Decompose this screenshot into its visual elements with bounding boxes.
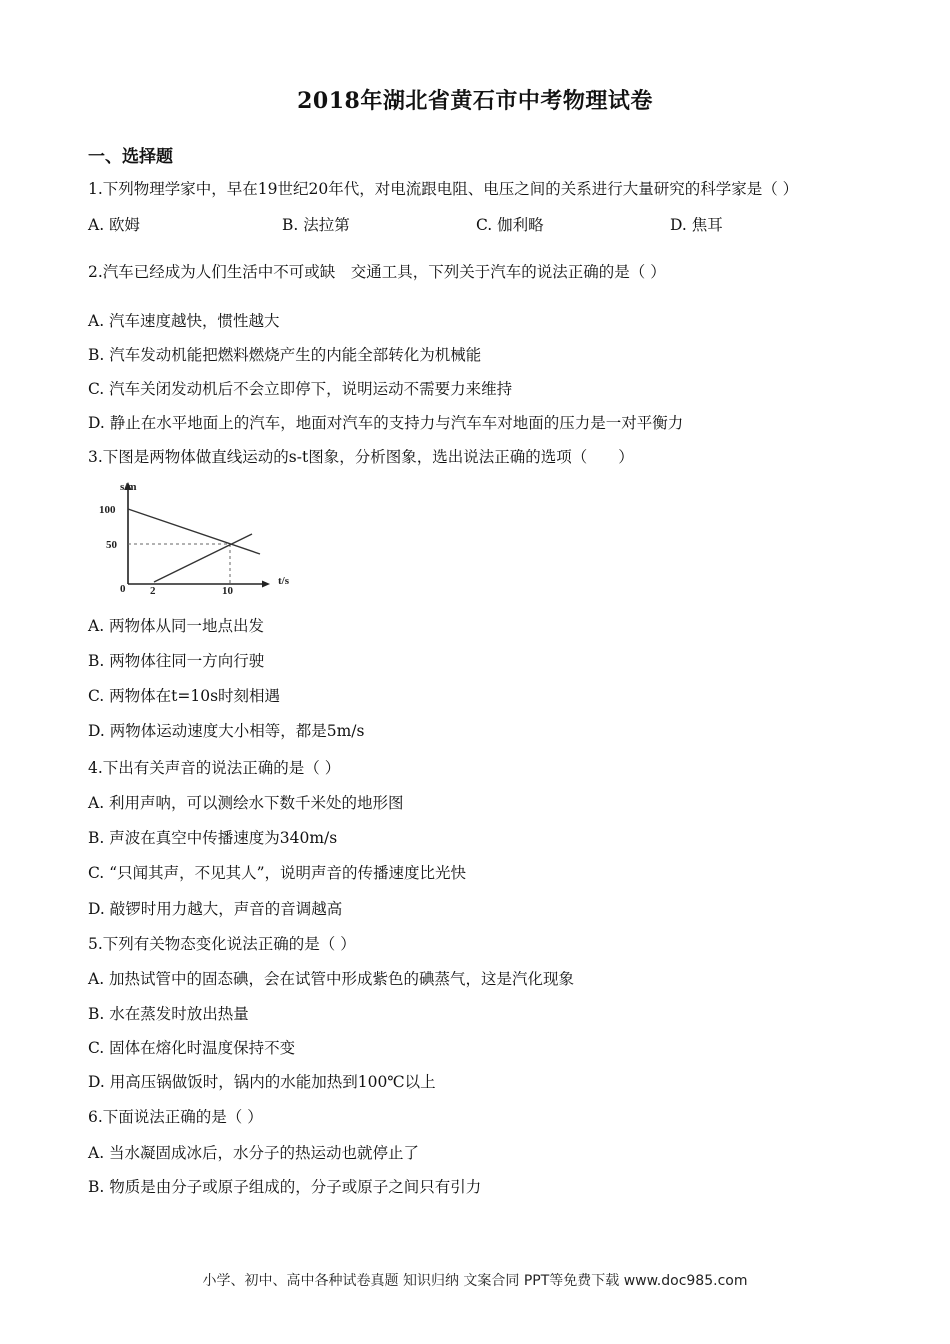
q6-option-a: A. 当水凝固成冰后，水分子的热运动也就停止了 — [88, 1144, 420, 1162]
q5-option-d: D. 用高压锅做饭时，锅内的水能加热到100℃以上 — [88, 1073, 436, 1091]
q4-stem: 4.下出有关声音的说法正确的是（ ） — [88, 759, 341, 777]
q4-option-a: A. 利用声呐，可以测绘水下数千米处的地形图 — [88, 794, 404, 812]
q2-stem: 2.汽车已经成为人们生活中不可或缺 交通工具，下列关于汽车的说法正确的是（ ） — [88, 263, 666, 281]
x-axis-label: t/s — [278, 575, 289, 587]
x-axis-arrow — [262, 581, 270, 588]
page-footer: 小学、初中、高中各种试卷真题 知识归纳 文案合同 PPT等免费下载 www.doc985.com — [202, 1273, 748, 1289]
s-t-graph — [92, 476, 312, 606]
q2-option-c: C. 汽车关闭发动机后不会立即停下，说明运动不需要力来维持 — [88, 380, 513, 398]
q1-option-b: B. 法拉第 — [282, 216, 350, 234]
x-tick-2: 2 — [150, 585, 156, 597]
y-axis-label: s/m — [120, 481, 137, 493]
q3-option-a: A. 两物体从同一地点出发 — [88, 617, 265, 635]
q5-option-c: C. 固体在熔化时温度保持不变 — [88, 1039, 296, 1057]
q3-option-d: D. 两物体运动速度大小相等，都是5m/s — [88, 722, 365, 740]
q3-option-c: C. 两物体在t=10s时刻相遇 — [88, 687, 281, 705]
y-tick-100: 100 — [99, 504, 116, 516]
y-tick-50: 50 — [106, 539, 117, 551]
q1-option-a: A. 欧姆 — [88, 216, 141, 234]
q2-option-d: D. 静止在水平地面上的汽车，地面对汽车的支持力与汽车车对地面的压力是一对平衡力 — [88, 414, 684, 432]
q1-option-c: C. 伽利略 — [476, 216, 544, 234]
q5-option-a: A. 加热试管中的固态碘，会在试管中形成紫色的碘蒸气，这是汽化现象 — [88, 970, 575, 988]
q6-stem: 6.下面说法正确的是（ ） — [88, 1108, 263, 1126]
q3-option-b: B. 两物体往同一方向行驶 — [88, 652, 265, 670]
q4-option-b: B. 声波在真空中传播速度为340m/s — [88, 829, 338, 847]
q1-stem: 1.下列物理学家中，早在19世纪20年代，对电流跟电阻、电压之间的关系进行大量研究的科学家是（ ） — [88, 180, 799, 198]
object-a-line — [128, 509, 260, 554]
q4-option-d: D. 敲锣时用力越大，声音的音调越高 — [88, 900, 343, 918]
object-b-line — [154, 534, 252, 582]
q5-stem: 5.下列有关物态变化说法正确的是（ ） — [88, 935, 356, 953]
x-tick-10: 10 — [222, 585, 233, 597]
q6-option-b: B. 物质是由分子或原子组成的，分子或原子之间只有引力 — [88, 1178, 482, 1196]
q2-option-b: B. 汽车发动机能把燃料燃烧产生的内能全部转化为机械能 — [88, 346, 482, 364]
section-heading: 一、选择题 — [88, 147, 173, 167]
q3-stem: 3.下图是两物体做直线运动的s-t图象，分析图象，选出说法正确的选项（ ） — [88, 448, 634, 466]
q5-option-b: B. 水在蒸发时放出热量 — [88, 1005, 249, 1023]
x-tick-0: 0 — [120, 583, 126, 595]
q1-option-d: D. 焦耳 — [670, 216, 723, 234]
q2-option-a: A. 汽车速度越快，惯性越大 — [88, 312, 280, 330]
page-title: 2018年湖北省黄石市中考物理试卷 — [297, 88, 653, 114]
q4-option-c: C. “只闻其声，不见其人”，说明声音的传播速度比光快 — [88, 864, 467, 882]
